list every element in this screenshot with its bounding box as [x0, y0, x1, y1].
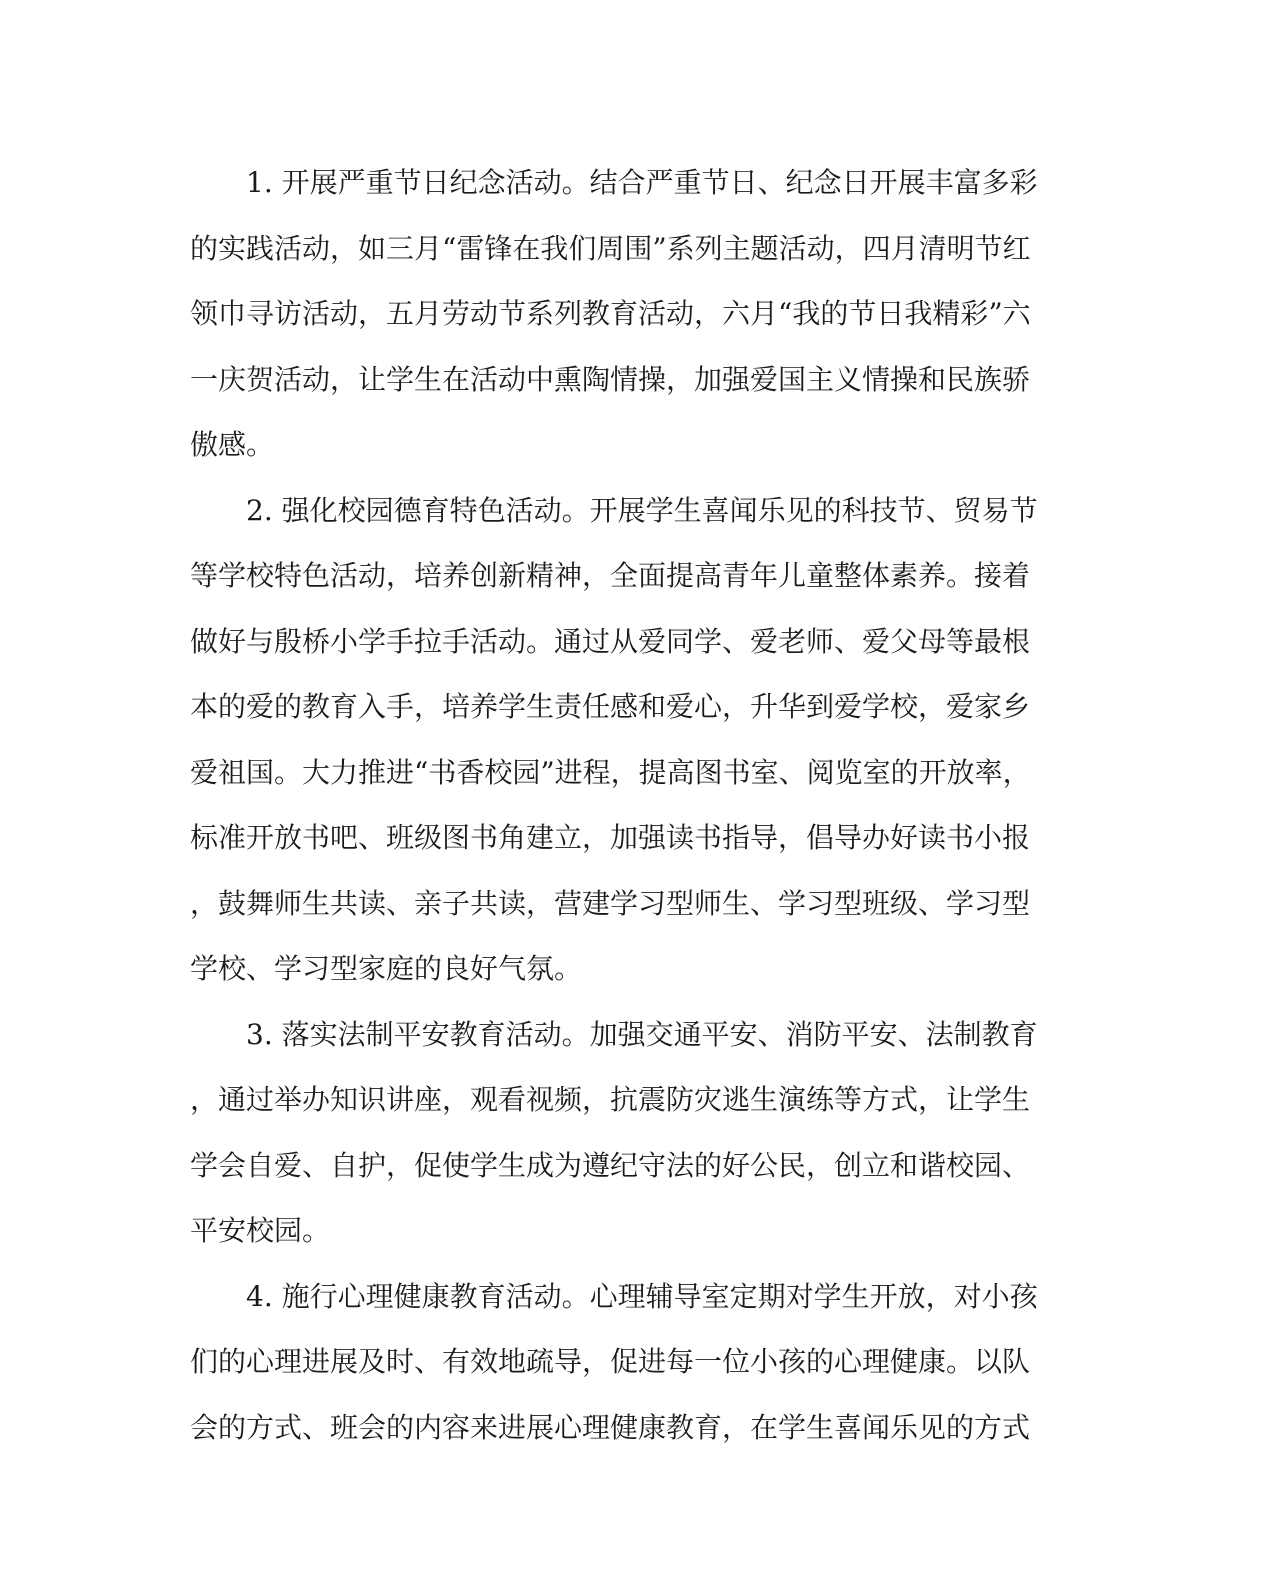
text-line: 领巾寻访活动，五月劳动节系列教育活动，六月“我的节日我精彩”六 [190, 297, 1031, 330]
text-line: 本的爱的教育入手，培养学生责任感和爱心，升华到爱学校，爱家乡 [190, 690, 1031, 723]
text-line: 3. 落实法制平安教育活动。加强交通平安、消防平安、法制教育 [246, 1017, 1038, 1051]
text-line: 4. 施行心理健康教育活动。心理辅导室定期对学生开放，对小孩 [246, 1279, 1038, 1313]
text-line: 爱祖国。大力推进“书香校园”进程，提高图书室、阅览室的开放率， [190, 755, 1031, 789]
text-line: 2. 强化校园德育特色活动。开展学生喜闻乐见的科技节、贸易节 [246, 493, 1038, 527]
text-line: 1. 开展严重节日纪念活动。结合严重节日、纪念日开展丰富多彩 [246, 166, 1038, 199]
text-line: 们的心理进展及时、有效地疏导，促进每一位小孩的心理健康。以队 [190, 1345, 1031, 1378]
text-line: 学会自爱、自护，促使学生成为遵纪守法的好公民，创立和谐校园、 [190, 1148, 1031, 1182]
text-line: ，通过举办知识讲座，观看视频，抗震防灾逃生演练等方式，让学生 [190, 1083, 1031, 1116]
text-line: 等学校特色活动，培养创新精神，全面提高青年儿童整体素养。接着 [190, 559, 1031, 592]
text-line: 做好与殷桥小学手拉手活动。通过从爱同学、爱老师、爱父母等最根 [190, 624, 1031, 658]
body-text [190, 150, 1050, 1460]
text-line: 学校、学习型家庭的良好气氛。 [190, 952, 583, 985]
text-line: 傲感。 [190, 428, 275, 461]
text-line: 会的方式、班会的内容来进展心理健康教育，在学生喜闻乐见的方式 [190, 1410, 1031, 1444]
text-line: 的实践活动，如三月“雷锋在我们周围”系列主题活动，四月清明节红 [190, 231, 1031, 265]
text-line: 标准开放书吧、班级图书角建立，加强读书指导，倡导办好读书小报 [190, 821, 1031, 854]
text-line: 一庆贺活动，让学生在活动中熏陶情操，加强爱国主义情操和民族骄 [190, 362, 1031, 396]
text-line: 平安校园。 [190, 1214, 331, 1247]
text-line: ，鼓舞师生共读、亲子共读，营建学习型师生、学习型班级、学习型 [190, 886, 1031, 920]
